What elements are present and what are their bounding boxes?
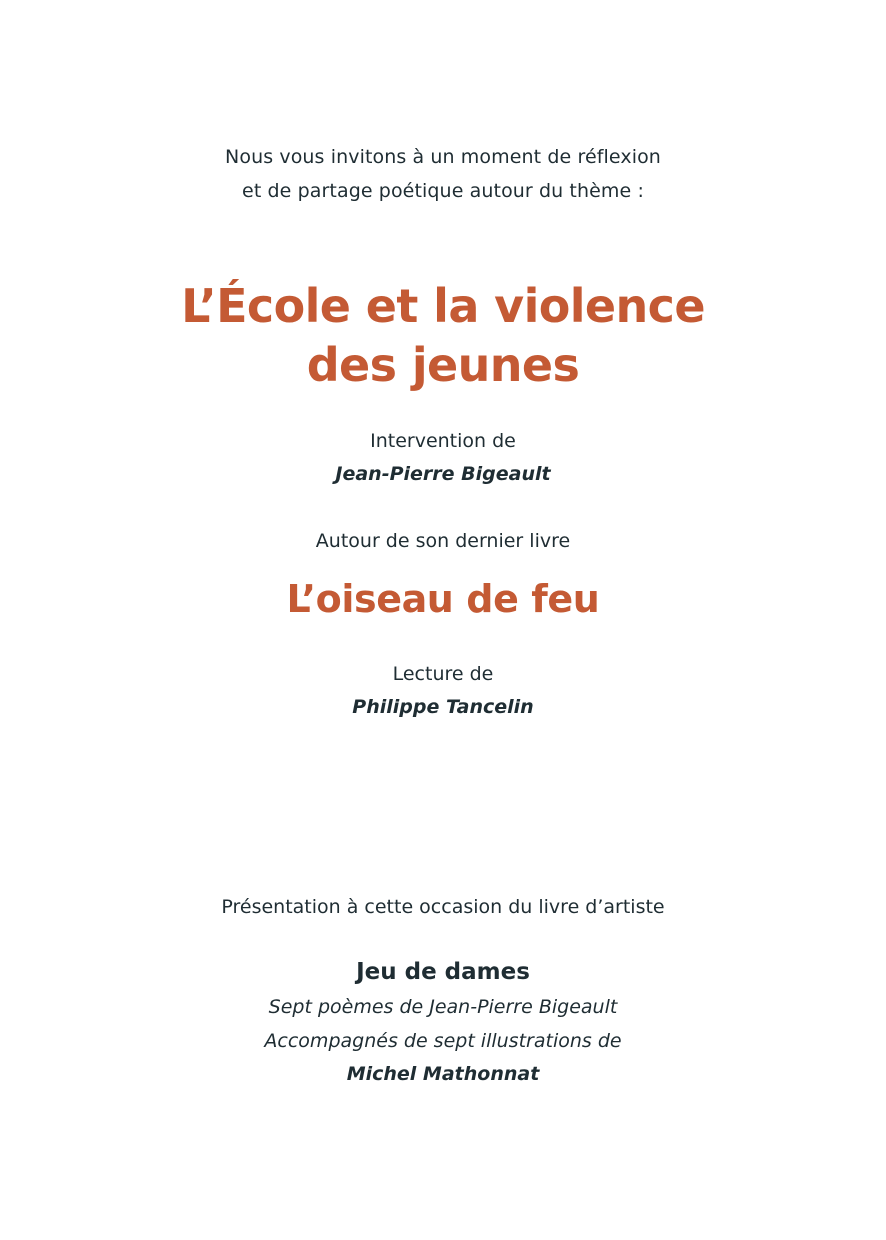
presentation-book-title: Jeu de dames [356, 959, 530, 985]
intervention-name: Jean-Pierre Bigeault [335, 463, 551, 485]
intro-line-1: Nous vous invitons à un moment de réflexion [225, 146, 661, 168]
theme-title-line-2: des jeunes [306, 338, 580, 392]
intervention-label: Intervention de [370, 430, 516, 452]
reading-label: Lecture de [392, 663, 494, 685]
intro-line-2: et de partage poétique autour du thème : [242, 180, 644, 202]
presentation-illustrator: Michel Mathonnat [346, 1063, 540, 1085]
book-label: Autour de son dernier livre [315, 530, 571, 552]
presentation-line-2: Accompagnés de sept illustrations de [264, 1030, 622, 1052]
theme-title-line-1: L’École et la violence [181, 279, 705, 333]
book-title: L’oiseau de feu [286, 577, 600, 621]
presentation-label: Présentation à cette occasion du livre d’artiste [221, 896, 665, 918]
reading-name: Philippe Tancelin [352, 696, 534, 718]
presentation-line-1: Sept poèmes de Jean-Pierre Bigeault [268, 996, 618, 1018]
